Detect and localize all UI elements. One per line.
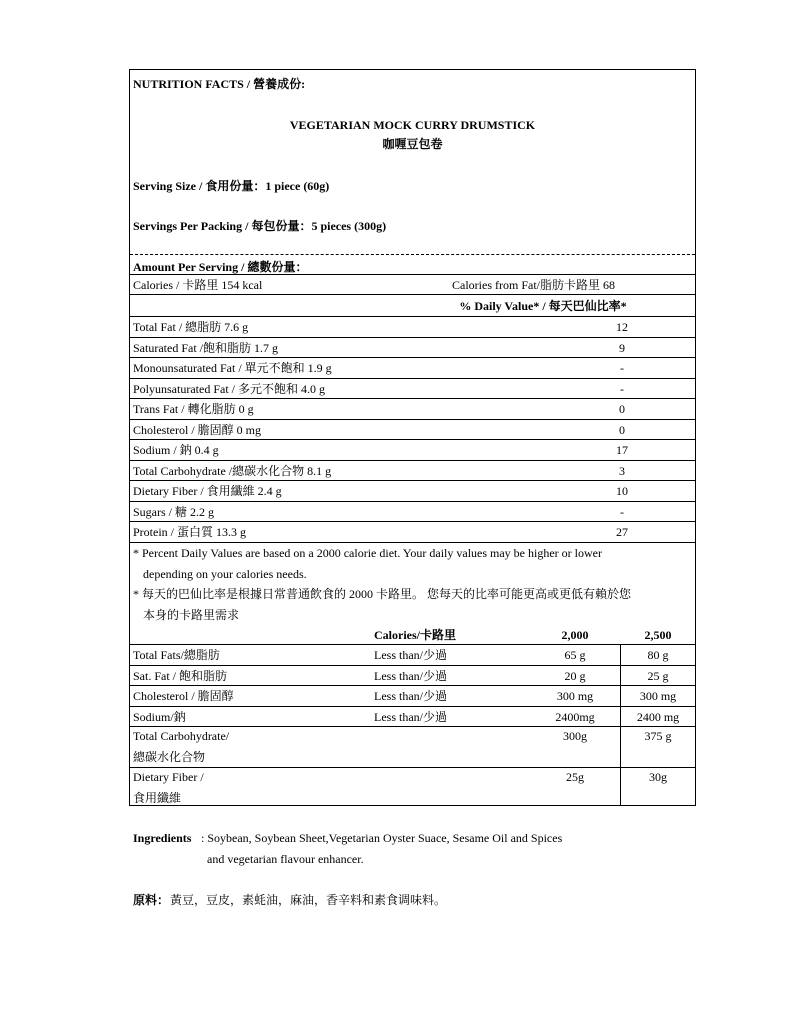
row-divider (130, 726, 695, 727)
ref-fiber-2500: 30g (649, 770, 667, 784)
ref-row-2000: 2400mg (555, 709, 595, 724)
nutrient-daily-value: - (620, 504, 624, 519)
nutrient-name: Saturated Fat /飽和脂肪 1.7 g (133, 340, 278, 355)
row-divider (130, 706, 695, 707)
ref-row-2000: 65 g (564, 648, 586, 662)
row-divider (130, 501, 695, 502)
ref-carb-name: Total Carbohydrate/ (133, 729, 230, 743)
ref-fiber-name: Dietary Fiber / (133, 770, 204, 784)
nutrient-name: Trans Fat / 轉化脂肪 0 g (133, 402, 254, 416)
amount-heading: Amount Per Serving / 總數份量： (133, 260, 308, 274)
ref-header-2000: 2,000 (561, 628, 589, 642)
ingredients-zh-label: 原料： (133, 893, 170, 907)
row-divider (130, 398, 695, 399)
ingredients-label: Ingredients (133, 831, 192, 845)
row-divider (130, 337, 695, 338)
ingredients-zh-text: 黃豆，豆皮，素蚝油，麻油，香辛料和素食调味料。 (170, 893, 447, 907)
ref-carb-2500: 375 g (644, 729, 672, 743)
nutrient-daily-value: 17 (616, 443, 628, 457)
ref-header-2500: 2,500 (644, 628, 672, 642)
ref-fiber-name: 食用纖維 (133, 791, 182, 805)
nutrient-daily-value: - (620, 361, 624, 375)
nutrient-daily-value: 0 (619, 402, 625, 416)
daily-value-heading: % Daily Value* / 每天巴仙比率* (459, 299, 627, 313)
divider (130, 294, 695, 295)
nutrient-name: Cholesterol / 膽固醇 0 mg (133, 422, 261, 437)
ref-row-2500: 2400 mg (636, 709, 680, 724)
row-divider (130, 542, 695, 543)
ref-row-name: Sat. Fat / 飽和脂肪 (133, 668, 228, 683)
servings-per-packing: Servings Per Packing / 每包份量：5 pieces (300g) (133, 219, 387, 233)
ref-carb-name: 總碳水化合物 (133, 750, 206, 764)
nutrient-daily-value: 9 (619, 340, 625, 355)
footnote-line: 本身的卡路里需求 (143, 608, 240, 622)
ref-row-name: Cholesterol / 膽固醇 (133, 689, 234, 703)
product-name-zh: 咖喱豆包卷 (382, 137, 443, 151)
divider (130, 274, 695, 275)
nutrient-daily-value: - (620, 381, 624, 396)
ingredients-line: and vegetarian flavour enhancer. (207, 852, 364, 866)
nutrient-name: Monounsaturated Fat / 單元不飽和 1.9 g (133, 361, 332, 375)
row-divider (130, 419, 695, 420)
nutrient-name: Polyunsaturated Fat / 多元不飽和 4.0 g (133, 381, 325, 396)
nutrient-daily-value: 27 (616, 525, 628, 539)
ref-row-name: Total Fats/總脂肪 (133, 648, 220, 662)
nutrient-daily-value: 0 (619, 422, 625, 437)
row-divider (130, 357, 695, 358)
ref-row-2000: 20 g (564, 668, 586, 683)
nutrient-daily-value: 10 (616, 484, 628, 498)
footnote-line: depending on your calories needs. (143, 567, 307, 581)
serving-size: Serving Size / 食用份量：1 piece (60g) (133, 179, 330, 193)
row-divider (130, 685, 695, 686)
nutrient-name: Protein / 蛋白質 13.3 g (133, 525, 246, 539)
ref-row-limit: Less than/少過 (374, 668, 447, 683)
nutrient-name: Dietary Fiber / 食用纖維 2.4 g (133, 484, 282, 498)
ref-row-name: Sodium/鈉 (133, 709, 186, 724)
nutrient-name: Sugars / 糖 2.2 g (133, 504, 215, 519)
calories-from-fat: Calories from Fat/脂肪卡路里 68 (452, 278, 615, 292)
column-divider (695, 644, 696, 805)
ref-row-2500: 300 mg (639, 689, 677, 703)
ref-row-limit: Less than/少過 (374, 709, 447, 724)
divider (130, 644, 695, 645)
calories: Calories / 卡路里 154 kcal (133, 278, 263, 292)
row-divider (130, 460, 695, 461)
nutrition-label (129, 69, 696, 806)
label-title: NUTRITION FACTS / 營養成份: (133, 77, 306, 91)
ref-row-2500: 80 g (647, 648, 669, 662)
ref-row-2500: 25 g (647, 668, 669, 683)
row-divider (130, 480, 695, 481)
nutrient-name: Total Carbohydrate /總碳水化合物 8.1 g (133, 463, 332, 478)
ingredients-line: : Soybean, Soybean Sheet,Vegetarian Oyster Suace, Sesame Oil and Spices (201, 831, 563, 845)
ref-header-calories: Calories/卡路里 (374, 628, 456, 642)
footnote-line: * Percent Daily Values are based on a 2000 calorie diet. Your daily values may be higher or lower (133, 546, 602, 560)
divider (130, 254, 695, 255)
ref-row-2000: 300 mg (556, 689, 594, 703)
ref-fiber-2000: 25g (566, 770, 584, 784)
nutrient-daily-value: 3 (619, 463, 625, 478)
ref-row-limit: Less than/少過 (374, 689, 447, 703)
row-divider (130, 378, 695, 379)
divider (130, 767, 695, 768)
divider (130, 316, 695, 317)
ref-carb-2000: 300g (563, 729, 587, 743)
nutrient-name: Total Fat / 總脂肪 7.6 g (133, 320, 249, 334)
row-divider (130, 521, 695, 522)
footnote-line: * 每天的巴仙比率是根據日常普通飲食的 2000 卡路里。 您每天的比率可能更高或更低有賴於您 (133, 587, 632, 601)
ref-row-limit: Less than/少過 (374, 648, 447, 662)
row-divider (130, 439, 695, 440)
row-divider (130, 665, 695, 666)
nutrient-daily-value: 12 (616, 320, 628, 334)
column-divider (620, 644, 621, 805)
nutrient-name: Sodium / 鈉 0.4 g (133, 443, 219, 457)
product-name-en: VEGETARIAN MOCK CURRY DRUMSTICK (289, 118, 536, 132)
